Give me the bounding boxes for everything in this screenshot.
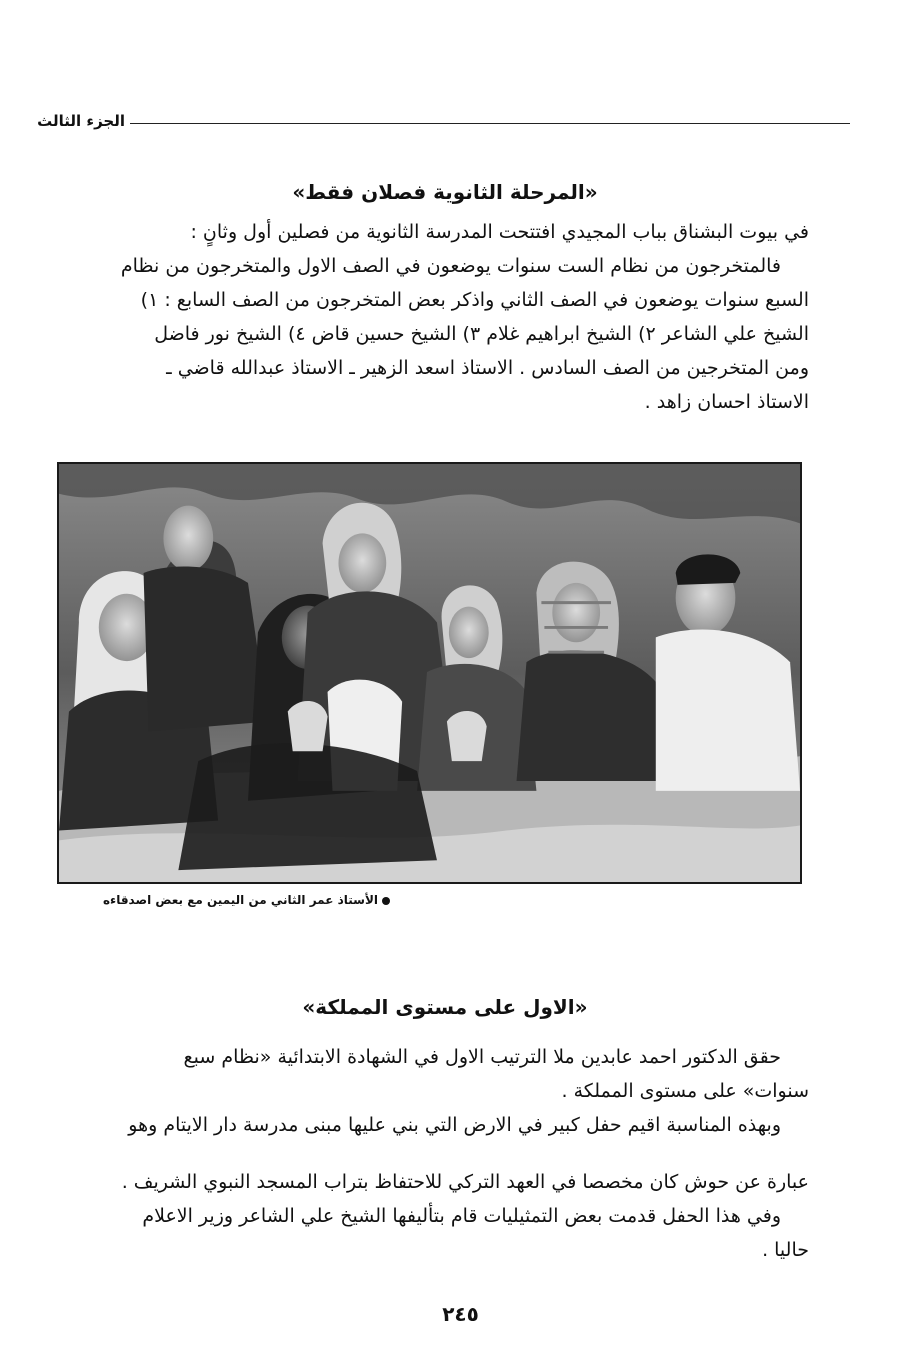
page-number: ٢٤٥ [442,1302,479,1326]
paragraph-line: السبع سنوات يوضعون في الصف الثاني واذكر بعض المتخرجون من الصف السابع : ١) [140,289,809,311]
paragraph-line: وفي هذا الحفل قدمت بعض التمثيليات قام بتأليفها الشيخ علي الشاعر وزير الاعلام [142,1205,781,1227]
paragraph-line: سنوات» على مستوى المملكة . [561,1080,809,1102]
photo-image [59,464,800,882]
paragraph-line: وبهذه المناسبة اقيم حفل كبير في الارض التي بني عليها مبنى مدرسة دار الايتام وهو [128,1114,781,1136]
running-header [37,112,850,136]
section2-paragraph-1 [44,1040,809,1142]
photo-caption-text: الأستاذ عمر الثاني من اليمين مع بعض اصدقاءه [102,893,378,907]
section-title-secondary-stage: «المرحلة الثانوية فصلان فقط» [292,180,598,204]
paragraph-line: فالمتخرجون من نظام الست سنوات يوضعون في الصف الاول والمتخرجون من نظام [120,255,781,277]
section2-paragraph-2 [44,1165,809,1267]
paragraph-line: ومن المتخرجين من الصف السادس . الاستاذ اسعد الزهير ـ الاستاذ عبدالله قاضي ـ [166,357,809,379]
paragraph-line: حقق الدكتور احمد عابدين ملا الترتيب الاول في الشهادة الابتدائية «نظام سبع [183,1046,781,1068]
header-rule [130,123,850,124]
paragraph-line: حاليا . [762,1239,809,1261]
photo-caption [60,893,390,907]
bullet-icon [382,897,390,905]
section-title-kingdom-first: «الاول على مستوى المملكة» [302,995,588,1019]
paragraph-line: الاستاذ احسان زاهد . [644,391,809,413]
group-photo [57,462,802,884]
paragraph-line: عبارة عن حوش كان مخصصا في العهد التركي للاحتفاظ بتراب المسجد النبوي الشريف . [121,1171,809,1193]
part-label: الجزء الثالث [37,112,125,130]
paragraph-line: الشيخ علي الشاعر ٢) الشيخ ابراهيم غلام ٣) الشيخ حسين قاض ٤) الشيخ نور فاضل [154,323,809,345]
section1-paragraph [44,215,809,419]
paragraph-line: في بيوت البشناق بباب المجيدي افتتحت المدرسة الثانوية من فصلين أول وثانٍ : [190,221,809,243]
